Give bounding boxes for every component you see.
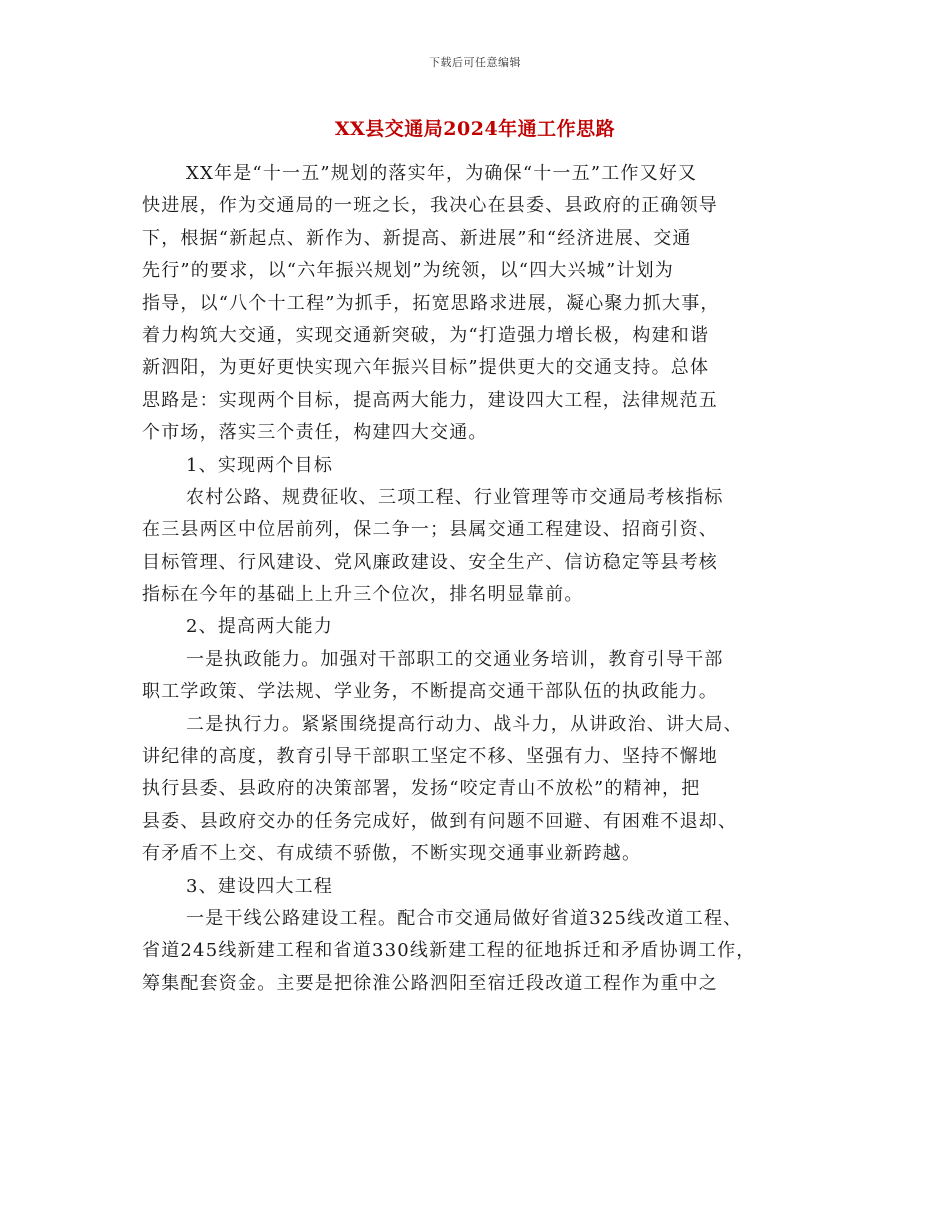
body-line: 个市场，落实三个责任，构建四大交通。: [142, 422, 488, 444]
body-line: 筹集配套资金。主要是把徐淮公路泗阳至宿迁段改道工程作为重中之: [142, 972, 718, 994]
body-line: 县委、县政府交办的任务完成好，做到有问题不回避、有困难不退却、: [142, 810, 738, 832]
body-line: 二是执行力。紧紧围绕提高行动力、战斗力，从讲政治、讲大局、: [186, 713, 743, 735]
body-line: 指导，以“八个十工程”为抓手，拓宽思路求进展，凝心聚力抓大事，: [142, 292, 720, 314]
body-line: XX年是“十一五”规划的落实年，为确保“十一五”工作又好又: [186, 163, 698, 184]
body-line: 着力构筑大交通，实现交通新突破，为“打造强力增长极，构建和谐: [142, 324, 710, 346]
body-line: 指标在今年的基础上上升三个位次，排名明显靠前。: [142, 584, 584, 606]
body-line: 思路是：实现两个目标，提高两大能力，建设四大工程，法律规范五: [142, 389, 718, 411]
body-line: 一是执政能力。加强对干部职工的交通业务培训，教育引导干部: [186, 648, 724, 670]
body-line: 下，根据“新起点、新作为、新提高、新进展”和“经济进展、交通: [142, 227, 692, 249]
section-heading: 1、实现两个目标: [186, 454, 334, 476]
section-heading: 2、提高两大能力: [186, 616, 334, 638]
body-line: 目标管理、行风建设、党风廉政建设、安全生产、信访稳定等县考核: [142, 551, 718, 573]
document-body: [142, 158, 832, 1000]
document-title: XX县交通局2024年通工作思路: [334, 118, 616, 140]
body-line: 省道245线新建工程和省道330线新建工程的征地拆迁和矛盾协调工作，: [142, 940, 756, 962]
section-heading: 3、建设四大工程: [186, 875, 334, 897]
body-line: 执行县委、县政府的决策部署，发扬“咬定青山不放松”的精神，把: [142, 778, 701, 800]
page-header-note: 下载后可任意编辑: [429, 56, 521, 69]
body-line: 在三县两区中位居前列，保二争一；县属交通工程建设、招商引资、: [142, 519, 718, 541]
body-line: 职工学政策、学法规、学业务，不断提高交通干部队伍的执政能力。: [142, 681, 718, 703]
body-line: 快进展，作为交通局的一班之长，我决心在县委、县政府的正确领导: [142, 195, 718, 217]
body-line: 先行”的要求，以“六年振兴规划”为统领，以“四大兴城”计划为: [142, 260, 675, 282]
body-line: 有矛盾不上交、有成绩不骄傲，不断实现交通事业新跨越。: [142, 843, 642, 865]
body-line: 讲纪律的高度，教育引导干部职工坚定不移、坚强有力、坚持不懈地: [142, 746, 718, 768]
body-line: 一是干线公路建设工程。配合市交通局做好省道325线改道工程、: [186, 907, 743, 929]
body-line: 农村公路、规费征收、三项工程、行业管理等市交通局考核指标: [186, 486, 724, 508]
body-line: 新泗阳，为更好更快实现六年振兴目标”提供更大的交通支持。总体: [142, 357, 710, 379]
